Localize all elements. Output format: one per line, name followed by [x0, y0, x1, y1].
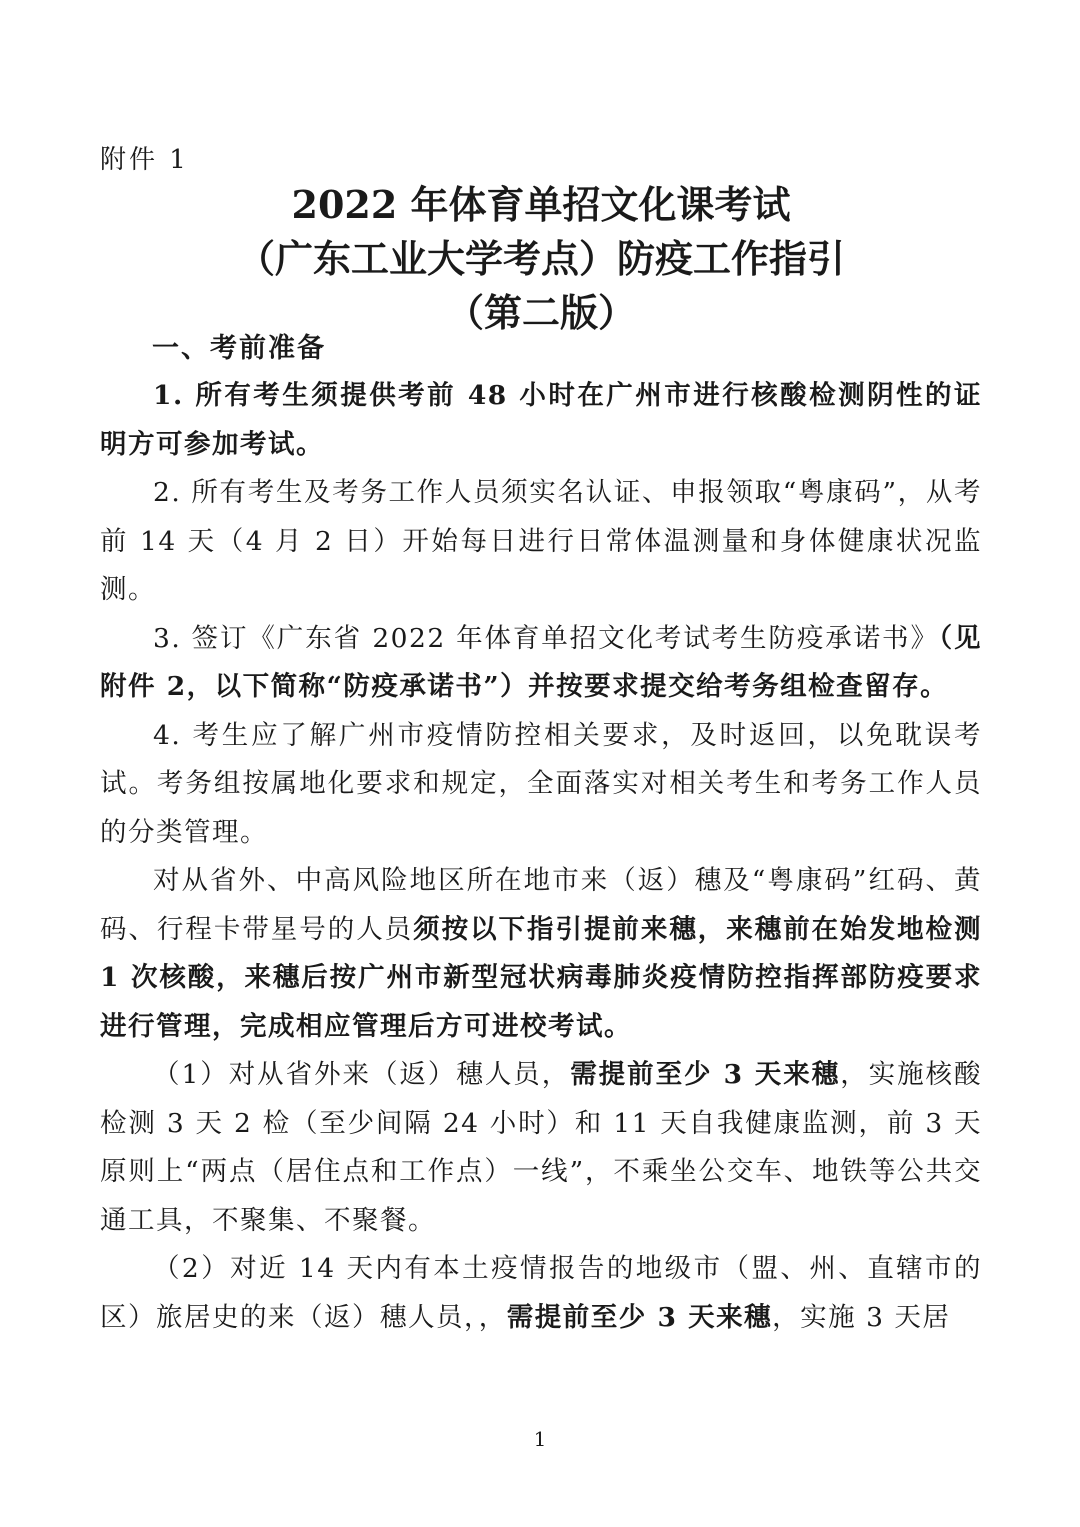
title-line-3: （第二版）	[445, 290, 636, 335]
paragraph-5-text: 对从省外、中高风险地区所在地市来（返）穗及“粤康码”红码、黄码、行程卡带星号的人员	[100, 865, 982, 945]
paragraph-2: 2. 所有考生及考务工作人员须实名认证、申报领取“粤康码”，从考前 14 天（4 月 2 日）开始每日进行日常体温测量和身体健康状况监测。	[100, 477, 982, 605]
document-title	[100, 178, 982, 340]
paragraph-7-bold: 需提前至少 3 天来穗	[506, 1301, 773, 1333]
title-line-2: （广东工业大学考点）防疫工作指引	[236, 236, 845, 281]
section-heading-pre-exam: 一、考前准备	[152, 333, 326, 364]
paragraph-6-text-a: （1）对从省外来（返）穗人员，	[153, 1059, 571, 1090]
paragraph-7	[100, 1245, 982, 1342]
paragraph-5	[100, 857, 982, 1051]
page-number: 1	[533, 1427, 547, 1451]
attachment-label: 附件 1	[100, 145, 189, 175]
paragraph-1	[100, 372, 982, 469]
paragraph-4: 4. 考生应了解广州市疫情防控相关要求，及时返回，以免耽误考试。考务组按属地化要求和规定，全面落实对相关考生和考务工作人员的分类管理。	[100, 719, 982, 848]
paragraph-3-text: 3. 签订《广东省 2022 年体育单招文化考试考生防疫承诺书》	[153, 622, 939, 654]
paragraph-1-text: 1. 所有考生须提供考前 48 小时在广州市进行核酸检测阴性的证明方可参加考试。	[100, 380, 982, 460]
paragraph-3-bold: （见附件 2，以下简称“防疫承诺书”）并按要求提交给考务组检查留存。	[100, 622, 983, 702]
paragraph-6-bold: 需提前至少 3 天来穗	[570, 1059, 841, 1090]
paragraph-3	[100, 615, 982, 712]
title-line-1: 2022 年体育单招文化课考试	[291, 182, 791, 227]
paragraph-6-text-b: ，实施核酸检测 3 天 2 检（至少间隔 24 小时）和 11 天自我健康监测，前 3 天原则上“两点（居住点和工作点）一线”，不乘坐公交车、地铁等公共交通工具，不聚集、不聚餐。	[100, 1059, 983, 1236]
paragraph-6	[100, 1051, 982, 1245]
document-page	[100, 0, 982, 1527]
paragraph-7-text-a: （2）对近 14 天内有本土疫情报告的地级市（盟、州、直辖市的区）旅居史的来（返）穗人员，，	[100, 1253, 982, 1333]
document-body	[100, 372, 982, 1342]
paragraph-7-text-b: ，实施 3 天居	[772, 1301, 951, 1333]
paragraph-5-bold: 须按以下指引提前来穗，来穗前在始发地检测 1 次核酸，来穗后按广州市新型冠状病毒肺炎疫情防控指挥部防疫要求进行管理，完成相应管理后方可进校考试。	[100, 913, 983, 1042]
